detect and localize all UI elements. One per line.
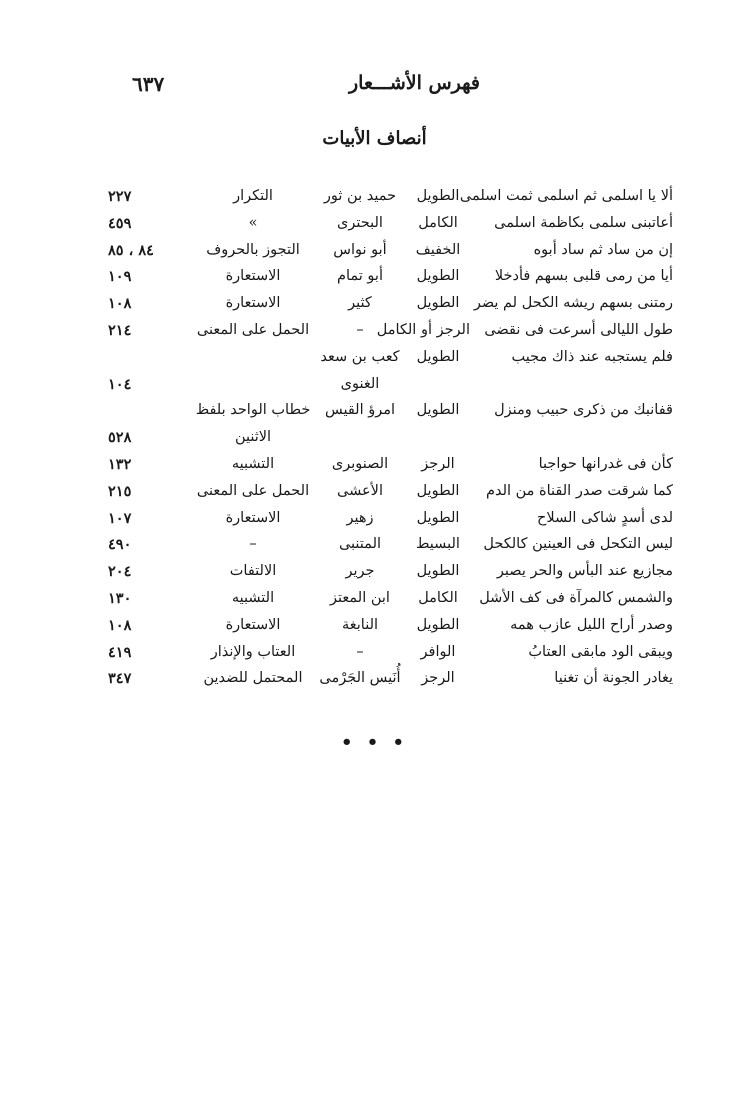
meter-cell: الخفيف bbox=[415, 241, 461, 258]
meter-cell: الرجز أو الكامل bbox=[376, 321, 470, 338]
topic-cell: التشبيه bbox=[231, 589, 275, 606]
meter-cell: الطويل bbox=[416, 482, 460, 499]
poet-cell: كثير bbox=[348, 295, 372, 312]
verse-cell: مجازيع عند البأس والحر يصبر bbox=[496, 563, 673, 580]
verse-cell: قفانبك من ذكرى حبيب ومنزل bbox=[494, 402, 673, 419]
page-ref-cell: ١٠٨ bbox=[108, 616, 132, 634]
verse-cell: ألا يا اسلمى ثم اسلمى ثمت اسلمى bbox=[459, 188, 673, 204]
topic-cell: الاستعارة bbox=[225, 509, 281, 526]
page-ref-cell: ١٠٨ bbox=[108, 295, 132, 313]
table-row bbox=[108, 561, 673, 588]
verse-cell: كأن فى غدرانها حواجبا bbox=[538, 455, 673, 472]
section-title: أنصاف الأبيات bbox=[322, 128, 427, 149]
page-ref-cell: ١٠٤ bbox=[108, 375, 132, 393]
poet-cell: زهير bbox=[346, 509, 374, 526]
poet-cell: أبو تمام bbox=[337, 268, 383, 285]
page-ref-cell: ٤٥٩ bbox=[108, 214, 132, 232]
verse-cell: أعاتبنى سلمى بكاظمة اسلمى bbox=[494, 214, 673, 231]
topic-cell: الاستعارة bbox=[225, 295, 281, 312]
meter-cell: البسيط bbox=[416, 536, 460, 553]
meter-cell: الكامل bbox=[418, 589, 458, 606]
page-ref-cell: ٢٢٧ bbox=[108, 188, 132, 205]
table-row bbox=[108, 481, 673, 508]
table-row bbox=[108, 427, 673, 454]
verse-cell: والشمس كالمرآة فى كف الأشل bbox=[479, 589, 673, 606]
verse-cell: ليس التكحل فى العينين كالكحل bbox=[483, 536, 673, 553]
poet-cell: حميد بن ثور bbox=[323, 188, 397, 204]
page-ref-cell: ٥٢٨ bbox=[108, 429, 132, 447]
poet-cell: – bbox=[356, 643, 364, 660]
topic-cell: الالتفات bbox=[229, 563, 277, 580]
topic-cell: المحتمل للضدين bbox=[203, 670, 303, 687]
running-head: فهرس الأشـــعار bbox=[349, 72, 480, 94]
verse-cell: يغادر الجونة أن تغنيا bbox=[554, 670, 673, 687]
table-row bbox=[108, 400, 673, 427]
poet-cell: – bbox=[356, 321, 364, 338]
verse-cell: إن من ساد ثم ساد أبوه bbox=[533, 241, 673, 258]
verse-cell: ويبقى الود مابقى العتابُ bbox=[528, 643, 673, 660]
topic-cell: التجوز بالحروف bbox=[206, 241, 300, 258]
topic-cell: » bbox=[248, 214, 258, 231]
poet-cell: البحترى bbox=[337, 214, 383, 231]
page-ref-cell: ٣٤٧ bbox=[108, 670, 132, 688]
table-row bbox=[108, 588, 673, 615]
poet-cell: جرير bbox=[345, 563, 375, 580]
page-ref-cell: ١٣٢ bbox=[108, 455, 132, 473]
verse-cell: أيا من رمى قلبى بسهم فأدخلا bbox=[494, 268, 673, 285]
table-row bbox=[108, 240, 673, 267]
table-row bbox=[108, 615, 673, 642]
meter-cell: الرجز bbox=[421, 455, 455, 472]
end-ornament: • • • bbox=[340, 732, 409, 753]
table-row bbox=[108, 266, 673, 293]
page-number: ٦٣٧ bbox=[132, 72, 165, 96]
poet-cell: أبو نواس bbox=[333, 241, 387, 258]
table-row bbox=[108, 454, 673, 481]
verse-index-table bbox=[108, 186, 673, 695]
verse-cell: وصدر أراح الليل عازب همه bbox=[510, 616, 673, 633]
table-row bbox=[108, 534, 673, 561]
topic-cell: الاثنين bbox=[234, 429, 272, 446]
poet-cell: الصنوبرى bbox=[331, 455, 389, 472]
table-row bbox=[108, 293, 673, 320]
poet-cell: الأعشى bbox=[337, 482, 383, 499]
verse-cell: طول الليالى أسرعت فى نقضى bbox=[484, 321, 673, 338]
meter-cell: الرجز bbox=[421, 670, 455, 687]
page-ref-cell: ٢١٥ bbox=[108, 482, 132, 500]
verse-cell: كما شرقت صدر القناة من الدم bbox=[485, 482, 673, 499]
meter-cell: الكامل bbox=[418, 214, 458, 231]
meter-cell: الطويل bbox=[416, 348, 460, 365]
table-row bbox=[108, 320, 673, 347]
verse-cell: رمتنى بسهم ريشه الكحل لم يضر bbox=[473, 295, 673, 312]
page-ref-cell: ٢٠٤ bbox=[108, 563, 132, 581]
page-ref-cell: ٤١٩ bbox=[108, 643, 132, 661]
table-row bbox=[108, 374, 673, 401]
page-ref-cell: ١٣٠ bbox=[108, 589, 132, 607]
topic-cell: الاستعارة bbox=[225, 268, 281, 285]
poet-cell: أُنَيس الجَرْمى bbox=[319, 670, 401, 687]
page-ref-cell: ١٠٩ bbox=[108, 268, 132, 286]
table-row bbox=[108, 186, 673, 213]
topic-cell: التشبيه bbox=[231, 455, 275, 472]
poet-cell: النابغة bbox=[341, 616, 379, 633]
meter-cell: الطويل bbox=[416, 402, 460, 419]
topic-cell: العتاب والإنذار bbox=[210, 643, 296, 660]
meter-cell: الطويل bbox=[416, 509, 460, 526]
page-ref-cell: ٨٤ ، ٨٥ bbox=[108, 241, 154, 259]
meter-cell: الوافر bbox=[420, 643, 456, 660]
table-row bbox=[108, 213, 673, 240]
topic-cell: الاستعارة bbox=[225, 616, 281, 633]
topic-cell: التكرار bbox=[233, 188, 273, 204]
topic-cell: – bbox=[249, 536, 257, 553]
meter-cell: الطويل bbox=[416, 616, 460, 633]
meter-cell: الطويل bbox=[416, 188, 460, 204]
table-row bbox=[108, 508, 673, 535]
meter-cell: الطويل bbox=[416, 268, 460, 285]
page-ref-cell: ١٠٧ bbox=[108, 509, 132, 527]
table-row bbox=[108, 668, 673, 695]
topic-cell: الحمل على المعنى bbox=[196, 321, 310, 338]
verse-cell: فلم يستجبه عند ذاك مجيب bbox=[511, 348, 673, 365]
topic-cell: خطاب الواحد بلفظ bbox=[195, 402, 311, 419]
table-row bbox=[108, 347, 673, 374]
topic-cell: الحمل على المعنى bbox=[196, 482, 310, 499]
page-header bbox=[110, 72, 480, 102]
poet-cell: ابن المعتز bbox=[330, 589, 390, 606]
table-row bbox=[108, 642, 673, 669]
meter-cell: الطويل bbox=[416, 295, 460, 312]
poet-cell: الغنوى bbox=[340, 375, 380, 392]
poet-cell: امرؤ القيس bbox=[324, 402, 396, 419]
poet-cell: كعب بن سعد bbox=[320, 348, 400, 365]
verse-cell: لدى أسدٍ شاكى السلاح bbox=[537, 509, 673, 526]
page-ref-cell: ٤٩٠ bbox=[108, 536, 132, 554]
page-ref-cell: ٢١٤ bbox=[108, 321, 132, 339]
poet-cell: المتنبى bbox=[338, 536, 382, 553]
meter-cell: الطويل bbox=[416, 563, 460, 580]
